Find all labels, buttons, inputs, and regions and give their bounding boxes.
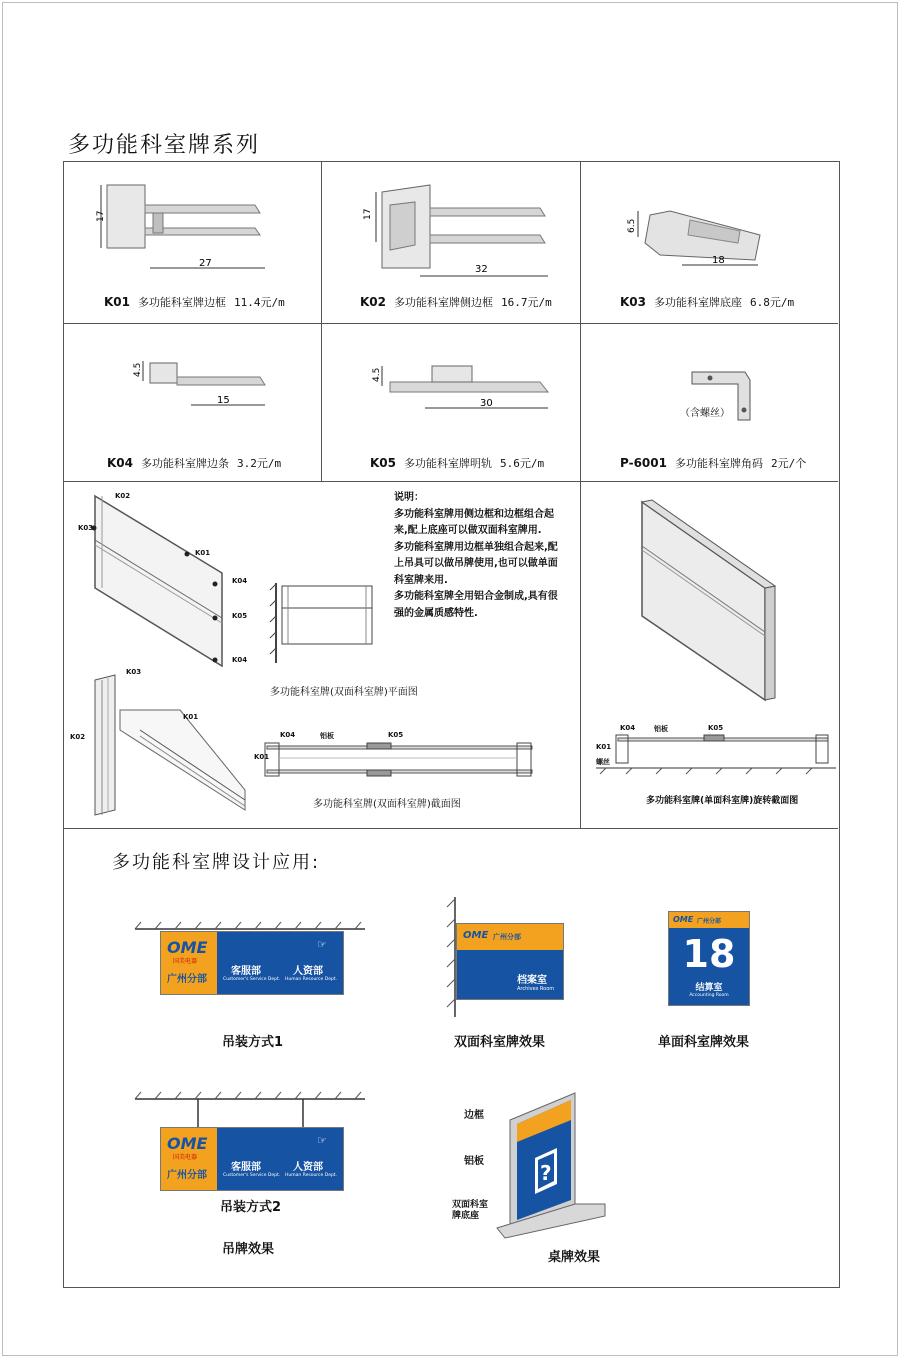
dept2-label: 人资部: [293, 966, 323, 977]
hand-pointer-icon: ☞: [317, 938, 327, 951]
description-line: 多功能科室牌用侧边框和边框组合起: [394, 508, 554, 520]
k05-code: K05: [370, 456, 396, 470]
label-k05: K05: [388, 731, 404, 739]
grid-divider: [321, 161, 322, 481]
label-k01: K01: [183, 713, 199, 721]
description-line: 上吊具可以做吊牌使用,也可以做单面: [394, 558, 558, 569]
corner-bracket-note: （含螺丝）: [680, 408, 730, 419]
grid-divider: [63, 481, 838, 482]
k01-name: 多功能科室牌边框: [138, 296, 226, 309]
sign-brand-panel: [161, 932, 217, 994]
label-k05: K05: [708, 724, 724, 732]
branch-label: 广州分部: [167, 1170, 207, 1181]
k03-width-dim: 18: [712, 255, 725, 266]
base-label: 双面科室牌底座: [452, 1200, 489, 1221]
branch-label: 广州分部: [697, 918, 722, 925]
single-sided-sign-drawing: [630, 500, 780, 710]
description-heading: 说明：: [394, 492, 424, 503]
k01-profile-drawing: [95, 180, 275, 280]
label-plate: 铝板: [320, 732, 334, 740]
p6001-code: P-6001: [620, 456, 667, 470]
single-sided-caption: 单面科室牌效果: [658, 1035, 750, 1050]
k02-code: K02: [360, 295, 386, 309]
dept2-en: Human Resource Dept.: [285, 977, 338, 982]
k05-name: 多功能科室牌明轨: [404, 457, 492, 470]
k04-width-dim: 15: [217, 395, 230, 406]
label-k03: K03: [78, 524, 94, 532]
hang1-caption: 吊装方式1: [222, 1035, 284, 1050]
sign-room-panel: [669, 928, 749, 1005]
k01-height-dim: 17: [96, 210, 106, 222]
brand-logo: OME: [673, 915, 694, 924]
k01-width-dim: 27: [199, 258, 212, 269]
question-icon: ?: [540, 1161, 552, 1185]
label-k05: K05: [232, 612, 248, 620]
label-k04: K04: [280, 731, 296, 739]
single-sided-sign: [668, 911, 750, 1006]
corner-detail-drawing: [70, 670, 250, 820]
double-sided-caption: 双面科室牌效果: [454, 1035, 546, 1050]
single-sided-section-drawing: [596, 730, 836, 780]
k05-caption: [370, 455, 544, 471]
k04-price: 3.2元/m: [237, 457, 282, 470]
aluminum-label: 铝板: [464, 1156, 484, 1167]
sign-brand-strip: [457, 924, 563, 950]
k04-caption: [107, 455, 281, 471]
branch-label: 广州分部: [493, 933, 521, 941]
section-view-caption: 多功能科室牌(双面科室牌)截面图: [313, 799, 461, 810]
hanging-sign-2: [160, 1127, 344, 1191]
double-sided-sign: [456, 923, 564, 1000]
brand-logo: OME: [167, 1134, 208, 1153]
label-k03: K03: [126, 668, 142, 676]
label-screw: 螺丝: [596, 758, 610, 766]
k03-profile-drawing: [620, 205, 780, 275]
description-line: 强的金属质感特性.: [394, 607, 478, 619]
p6001-price: 2元/个: [770, 457, 807, 470]
k03-caption: [620, 294, 794, 310]
sign-dept-panel: [217, 932, 343, 994]
dept1-label: 客服部: [231, 966, 261, 977]
desk-caption: 桌牌效果: [548, 1250, 601, 1265]
description-line: 来,配上底座可以做双面科室牌用.: [394, 525, 542, 536]
brand-logo: OME: [167, 938, 208, 957]
k02-price: 16.7元/m: [501, 296, 552, 309]
accounting-en: Accounting Room: [689, 993, 729, 998]
archive-en: Archives Room: [517, 986, 555, 992]
archive-label: 档案室: [517, 975, 547, 986]
frame-label: 边框: [464, 1110, 484, 1121]
dept2-label: 人资部: [293, 1162, 323, 1173]
description-line: 科室牌来用.: [394, 574, 448, 586]
k05-width-dim: 30: [480, 398, 493, 409]
k04-name: 多功能科室牌边条: [141, 457, 229, 470]
k01-code: K01: [104, 295, 130, 309]
page-title: 多功能科室牌系列: [68, 133, 261, 158]
k05-profile-drawing: [370, 360, 560, 420]
ceiling-line: [135, 1092, 365, 1127]
label-k02: K02: [115, 492, 131, 500]
room-number: 18: [682, 932, 736, 976]
p6001-caption: [620, 455, 806, 471]
wall-mount-front-view: [268, 578, 378, 668]
k02-profile-drawing: [360, 180, 560, 280]
label-k01: K01: [195, 549, 211, 557]
description-block: [394, 490, 580, 622]
sign-brand-panel: [161, 1128, 217, 1190]
k04-profile-drawing: [135, 355, 275, 415]
brand-sub: 国美电器: [173, 1154, 198, 1161]
label-k01: K01: [596, 743, 612, 751]
k03-name: 多功能科室牌底座: [654, 296, 742, 309]
desk-sign-drawing: [495, 1088, 615, 1238]
grid-divider: [580, 161, 581, 828]
hand-pointer-icon: ☞: [317, 1134, 327, 1147]
description-line: 多功能科室牌用边框单独组合起来,配: [394, 541, 558, 553]
k02-caption: [360, 294, 552, 310]
label-k01: K01: [254, 753, 270, 761]
k03-height-dim: 6.5: [627, 218, 637, 233]
design-heading: 多功能科室牌设计应用:: [112, 852, 321, 873]
label-k04: K04: [232, 577, 248, 585]
label-k04: K04: [620, 724, 636, 732]
k01-caption: [104, 294, 285, 310]
k01-price: 11.4元/m: [234, 296, 285, 309]
hang-effect-caption: 吊牌效果: [222, 1242, 275, 1257]
description-line: 多功能科室牌全用铝合金制成,具有很: [394, 591, 558, 602]
grid-divider: [63, 828, 838, 829]
hanging-sign-1: [160, 931, 344, 995]
label-k02: K02: [70, 733, 86, 741]
k02-width-dim: 32: [475, 264, 488, 275]
single-section-caption: 多功能科室牌(单面科室牌)旋转截面图: [646, 796, 799, 806]
plan-view-caption: 多功能科室牌(双面科室牌)平面图: [270, 687, 418, 698]
dept1-label: 客服部: [231, 1162, 261, 1173]
branch-label: 广州分部: [167, 974, 207, 985]
label-k04: K04: [232, 656, 248, 664]
sign-dept-panel: [217, 1128, 343, 1190]
label-plate: 铝板: [654, 725, 668, 733]
sign-brand-strip: [669, 912, 749, 928]
k02-name: 多功能科室牌侧边框: [394, 296, 493, 309]
hang2-caption: 吊装方式2: [220, 1200, 282, 1215]
k03-code: K03: [620, 295, 646, 309]
k04-code: K04: [107, 456, 133, 470]
k05-height-dim: 4.5: [372, 367, 382, 382]
dept1-en: Customer's Service Dept.: [223, 1173, 281, 1178]
dept2-en: Human Resource Dept.: [285, 1173, 338, 1178]
k04-height-dim: 4.5: [133, 362, 143, 377]
sign-room-panel: [457, 950, 563, 999]
brand-sub: 国美电器: [173, 958, 198, 965]
k03-price: 6.8元/m: [750, 296, 795, 309]
grid-divider: [63, 323, 838, 324]
accounting-label: 结算室: [695, 983, 723, 993]
brand-logo: OME: [463, 930, 489, 941]
p6001-name: 多功能科室牌角码: [674, 457, 763, 470]
k02-height-dim: 17: [363, 208, 373, 220]
k05-price: 5.6元/m: [500, 457, 545, 470]
double-sided-section-drawing: [255, 738, 540, 783]
dept1-en: Customer's Service Dept.: [223, 977, 281, 982]
